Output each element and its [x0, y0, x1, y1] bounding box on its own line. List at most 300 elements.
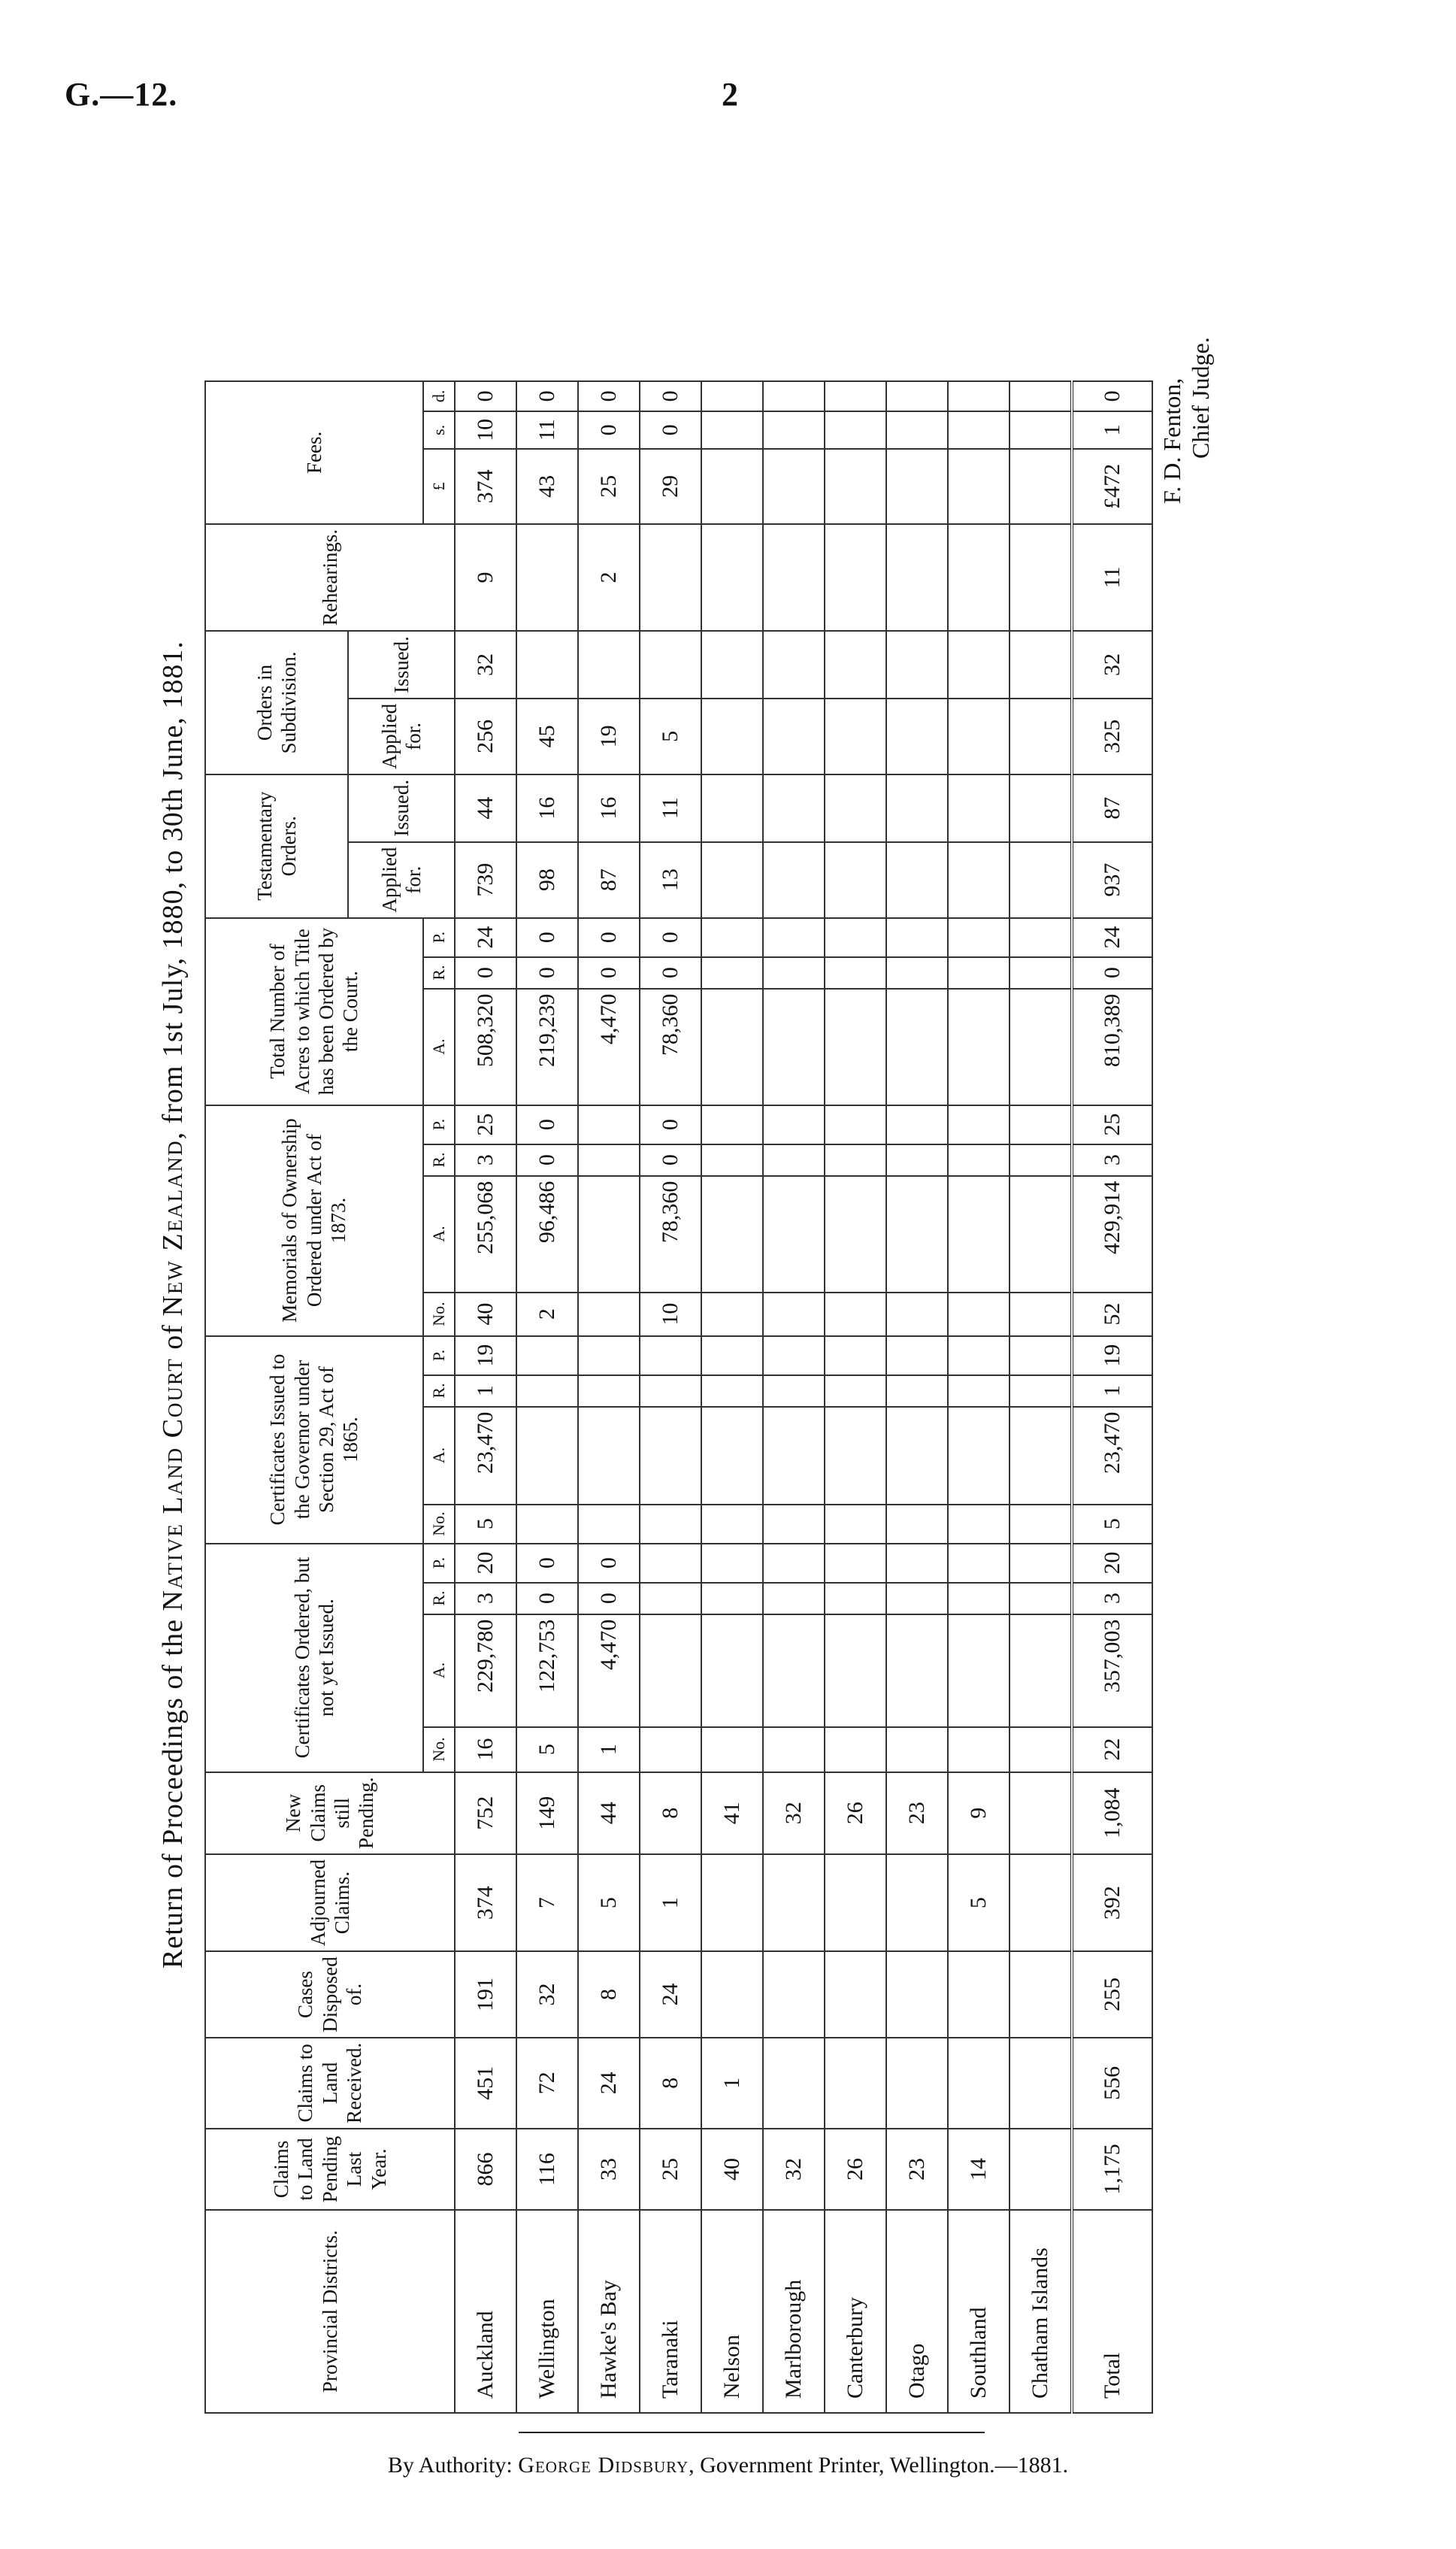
cell-cn-p — [1010, 1544, 1072, 1583]
cell-pending-last: 40 — [701, 2129, 763, 2210]
cell-f-d: 0 — [516, 381, 578, 411]
cell-still-pending — [1010, 1772, 1072, 1854]
signature-name: F. D. Fenton, — [1158, 377, 1185, 504]
cell-cn-no — [825, 1727, 886, 1772]
title-country: New Zealand — [157, 1139, 189, 1317]
cell-ta-app: 98 — [516, 842, 578, 918]
cell-received: 8 — [640, 2038, 701, 2129]
col-ta-applied: Applied for. — [348, 842, 455, 918]
sub-roods: R. — [423, 1583, 455, 1614]
cell-t-p — [763, 918, 825, 957]
cell-m-r — [763, 1144, 825, 1176]
cell-reh — [701, 524, 763, 631]
cell-received — [763, 2038, 825, 2129]
cell-cg-a — [825, 1407, 886, 1505]
cell-t-r: 0 — [516, 957, 578, 989]
cell-f-s: 0 — [578, 411, 640, 449]
col-subdivision: Orders in Subdivision. — [205, 631, 348, 774]
table-row — [516, 381, 578, 2413]
cell-t-r — [948, 957, 1010, 989]
title-suffix: , from 1st July, 1880, to 30th June, 1881. — [157, 641, 189, 1140]
cell-m-no — [701, 1293, 763, 1336]
cell-m-r — [701, 1144, 763, 1176]
cell-f-l — [701, 449, 763, 524]
cell-m-no — [578, 1293, 640, 1336]
cell-adjourned — [825, 1854, 886, 1951]
cell-cn-a — [825, 1614, 886, 1727]
cell-m-no: 52 — [1072, 1293, 1152, 1336]
cell-m-no: 40 — [455, 1293, 516, 1336]
cell-cn-no: 1 — [578, 1727, 640, 1772]
cell-pending-last: 14 — [948, 2129, 1010, 2210]
cell-still-pending: 26 — [825, 1772, 886, 1854]
cell-f-s — [825, 411, 886, 449]
cell-t-a — [701, 989, 763, 1105]
cell-ta-iss — [886, 774, 948, 842]
cell-still-pending: 752 — [455, 1772, 516, 1854]
cell-m-p — [578, 1105, 640, 1144]
table-row — [886, 381, 948, 2413]
cell-sd-iss — [763, 631, 825, 699]
cell-cg-no: 5 — [1072, 1505, 1152, 1544]
table-row — [763, 381, 825, 2413]
cell-cn-p — [763, 1544, 825, 1583]
cell-sd-app: 325 — [1072, 699, 1152, 774]
page-number: 2 — [722, 76, 738, 113]
cell-t-a — [886, 989, 948, 1105]
cell-cg-r: 1 — [1072, 1375, 1152, 1407]
cell-f-s — [948, 411, 1010, 449]
cell-cg-r — [825, 1375, 886, 1407]
cell-disposed: 191 — [455, 1951, 516, 2038]
cell-still-pending: 23 — [886, 1772, 948, 1854]
cell-reh — [948, 524, 1010, 631]
cell-ta-iss: 16 — [516, 774, 578, 842]
cell-still-pending: 1,084 — [1072, 1772, 1152, 1854]
table-row — [825, 381, 886, 2413]
cell-m-a — [825, 1176, 886, 1293]
cell-ta-app — [1010, 842, 1072, 918]
cell-cn-no — [701, 1727, 763, 1772]
cell-pending-last: 32 — [763, 2129, 825, 2210]
cell-cg-no — [948, 1505, 1010, 1544]
cell-m-p — [1010, 1105, 1072, 1144]
cell-m-no: 2 — [516, 1293, 578, 1336]
col-testamentary: Testamentary Orders. — [205, 774, 348, 918]
col-rehearings: Rehearings. — [205, 524, 455, 631]
cell-m-a: 96,486 — [516, 1176, 578, 1293]
table-row — [578, 381, 640, 2413]
cell-m-a — [886, 1176, 948, 1293]
col-still-pending: New Claims still Pending. — [205, 1772, 455, 1854]
cell-disposed: 32 — [516, 1951, 578, 2038]
cell-reh — [640, 524, 701, 631]
cell-t-p: 0 — [640, 918, 701, 957]
cell-cg-a — [1010, 1407, 1072, 1505]
cell-cg-no — [1010, 1505, 1072, 1544]
cell-cn-a — [886, 1614, 948, 1727]
cell-district: Marlborough — [763, 2210, 825, 2413]
cell-reh — [763, 524, 825, 631]
cell-m-no: 10 — [640, 1293, 701, 1336]
cell-ta-iss: 16 — [578, 774, 640, 842]
cell-sd-iss — [825, 631, 886, 699]
cell-m-a — [948, 1176, 1010, 1293]
cell-district: Auckland — [455, 2210, 516, 2413]
table-row — [1010, 381, 1072, 2413]
cell-cg-r: 1 — [455, 1375, 516, 1407]
cell-sd-app — [701, 699, 763, 774]
cell-cg-r — [763, 1375, 825, 1407]
document-code: G.—12. — [65, 76, 178, 113]
cell-t-r — [886, 957, 948, 989]
cell-m-no — [948, 1293, 1010, 1336]
cell-ta-iss — [825, 774, 886, 842]
cell-cn-r — [886, 1583, 948, 1614]
sub-acres: A. — [423, 1407, 455, 1505]
cell-ta-app: 13 — [640, 842, 701, 918]
col-cert-not-issued: Certificates Ordered, but not yet Issued. — [205, 1544, 423, 1772]
cell-t-p — [886, 918, 948, 957]
cell-t-p: 24 — [455, 918, 516, 957]
cell-cg-a — [516, 1407, 578, 1505]
cell-ta-app: 739 — [455, 842, 516, 918]
cell-still-pending: 41 — [701, 1772, 763, 1854]
cell-cg-r — [578, 1375, 640, 1407]
cell-ta-app — [948, 842, 1010, 918]
title-court: Native Land Court — [157, 1357, 189, 1611]
cell-cg-r — [948, 1375, 1010, 1407]
sub-roods: R. — [423, 1144, 455, 1176]
cell-f-d: 0 — [578, 381, 640, 411]
cell-cg-a — [763, 1407, 825, 1505]
cell-cn-r — [763, 1583, 825, 1614]
cell-m-p — [886, 1105, 948, 1144]
sub-perches: P. — [423, 918, 455, 957]
cell-ta-iss: 11 — [640, 774, 701, 842]
cell-received: 24 — [578, 2038, 640, 2129]
cell-cn-no — [763, 1727, 825, 1772]
cell-pending-last: 25 — [640, 2129, 701, 2210]
cell-cg-a — [948, 1407, 1010, 1505]
cell-ta-iss: 87 — [1072, 774, 1152, 842]
cell-sd-iss — [701, 631, 763, 699]
cell-m-r — [948, 1144, 1010, 1176]
cell-f-s — [763, 411, 825, 449]
rotated-return — [150, 150, 1266, 2459]
cell-t-a — [825, 989, 886, 1105]
sub-no: No. — [423, 1505, 455, 1544]
cell-ta-app — [701, 842, 763, 918]
cell-t-r: 0 — [640, 957, 701, 989]
sub-no: No. — [423, 1293, 455, 1336]
cell-m-no — [825, 1293, 886, 1336]
cell-disposed: 255 — [1072, 1951, 1152, 2038]
return-title — [150, 150, 195, 2459]
cell-district: Southland — [948, 2210, 1010, 2413]
cell-f-d — [763, 381, 825, 411]
cell-cn-no: 22 — [1072, 1727, 1152, 1772]
cell-cn-a: 4,470 — [578, 1614, 640, 1727]
cell-cg-r — [640, 1375, 701, 1407]
cell-m-no — [886, 1293, 948, 1336]
cell-ta-iss — [701, 774, 763, 842]
cell-m-p — [948, 1105, 1010, 1144]
cell-m-a — [763, 1176, 825, 1293]
cell-cn-a: 122,753 — [516, 1614, 578, 1727]
cell-t-a — [1010, 989, 1072, 1105]
cell-sd-app: 256 — [455, 699, 516, 774]
cell-cn-p: 0 — [578, 1544, 640, 1583]
cell-f-l: 43 — [516, 449, 578, 524]
cell-ta-app: 937 — [1072, 842, 1152, 918]
cell-cn-a — [763, 1614, 825, 1727]
cell-t-r — [701, 957, 763, 989]
cell-ta-iss — [763, 774, 825, 842]
cell-m-r — [886, 1144, 948, 1176]
col-received: Claims to Land Received. — [205, 2038, 455, 2129]
cell-cn-a — [1010, 1614, 1072, 1727]
cell-cg-p: 19 — [1072, 1336, 1152, 1375]
cell-cn-r: 0 — [516, 1583, 578, 1614]
cell-t-r: 0 — [1072, 957, 1152, 989]
cell-cn-r: 3 — [455, 1583, 516, 1614]
cell-cg-no — [825, 1505, 886, 1544]
cell-cg-p — [825, 1336, 886, 1375]
cell-reh — [825, 524, 886, 631]
cell-sd-app — [948, 699, 1010, 774]
sub-acres: A. — [423, 989, 455, 1105]
cell-m-no — [1010, 1293, 1072, 1336]
cell-ta-iss — [1010, 774, 1072, 842]
cell-cg-no — [640, 1505, 701, 1544]
cell-district: Total — [1072, 2210, 1152, 2413]
table-row — [701, 381, 763, 2413]
cell-sd-app — [886, 699, 948, 774]
cell-disposed — [763, 1951, 825, 2038]
cell-sd-iss: 32 — [455, 631, 516, 699]
cell-f-s — [1010, 411, 1072, 449]
col-fees: Fees. — [205, 381, 423, 524]
cell-t-r: 0 — [578, 957, 640, 989]
cell-f-s: 10 — [455, 411, 516, 449]
col-sd-applied: Applied for. — [348, 699, 455, 774]
cell-sd-iss — [948, 631, 1010, 699]
cell-cg-r — [701, 1375, 763, 1407]
cell-cg-a — [886, 1407, 948, 1505]
cell-disposed — [825, 1951, 886, 2038]
col-disposed: Cases Disposed of. — [205, 1951, 455, 2038]
cell-m-r — [578, 1144, 640, 1176]
cell-cg-p — [516, 1336, 578, 1375]
cell-cn-r — [1010, 1583, 1072, 1614]
signature — [1158, 337, 1215, 504]
cell-f-l — [948, 449, 1010, 524]
cell-m-p — [763, 1105, 825, 1144]
cell-adjourned: 5 — [948, 1854, 1010, 1951]
cell-cn-r: 0 — [578, 1583, 640, 1614]
cell-pending-last: 1,175 — [1072, 2129, 1152, 2210]
cell-cn-p — [701, 1544, 763, 1583]
cell-reh — [886, 524, 948, 631]
cell-cg-r — [516, 1375, 578, 1407]
cell-ta-app — [825, 842, 886, 918]
cell-sd-iss: 32 — [1072, 631, 1152, 699]
cell-m-no — [763, 1293, 825, 1336]
title-of: of — [157, 1324, 189, 1350]
cell-adjourned — [763, 1854, 825, 1951]
cell-cg-p — [1010, 1336, 1072, 1375]
cell-pending-last: 23 — [886, 2129, 948, 2210]
cell-still-pending: 9 — [948, 1772, 1010, 1854]
table-row — [455, 381, 516, 2413]
cell-f-l: 25 — [578, 449, 640, 524]
cell-ta-iss — [948, 774, 1010, 842]
cell-cn-no: 16 — [455, 1727, 516, 1772]
cell-reh: 9 — [455, 524, 516, 631]
cell-t-r — [825, 957, 886, 989]
cell-f-s: 0 — [640, 411, 701, 449]
cell-district: Hawke's Bay — [578, 2210, 640, 2413]
cell-received — [825, 2038, 886, 2129]
cell-received: 451 — [455, 2038, 516, 2129]
sub-shillings: s. — [423, 411, 455, 449]
col-ta-issued: Issued. — [348, 774, 455, 842]
cell-disposed — [701, 1951, 763, 2038]
cell-district: Nelson — [701, 2210, 763, 2413]
cell-f-d: 0 — [640, 381, 701, 411]
cell-m-a: 255,068 — [455, 1176, 516, 1293]
cell-f-l — [763, 449, 825, 524]
cell-cg-a — [578, 1407, 640, 1505]
cell-cg-a: 23,470 — [455, 1407, 516, 1505]
cell-disposed — [886, 1951, 948, 2038]
cell-m-r: 3 — [1072, 1144, 1152, 1176]
cell-f-d — [825, 381, 886, 411]
cell-f-l: £472 — [1072, 449, 1152, 524]
cell-sd-app — [825, 699, 886, 774]
cell-adjourned: 392 — [1072, 1854, 1152, 1951]
cell-reh — [1010, 524, 1072, 631]
cell-cg-r — [1010, 1375, 1072, 1407]
cell-t-a: 508,320 — [455, 989, 516, 1105]
cell-district: Wellington — [516, 2210, 578, 2413]
cell-pending-last — [1010, 2129, 1072, 2210]
cell-cg-no — [578, 1505, 640, 1544]
cell-f-l — [1010, 449, 1072, 524]
cell-cg-p — [578, 1336, 640, 1375]
cell-received: 1 — [701, 2038, 763, 2129]
cell-cn-r — [948, 1583, 1010, 1614]
cell-district: Taranaki — [640, 2210, 701, 2413]
cell-cn-r — [825, 1583, 886, 1614]
cell-f-s: 1 — [1072, 411, 1152, 449]
cell-cn-p: 0 — [516, 1544, 578, 1583]
col-cert-governor: Certificates Issued to the Governor under Section 29, Act of 1865. — [205, 1336, 423, 1544]
cell-still-pending: 149 — [516, 1772, 578, 1854]
cell-disposed: 24 — [640, 1951, 701, 2038]
cell-cn-no — [1010, 1727, 1072, 1772]
proceedings-table — [204, 380, 1153, 2414]
cell-sd-iss — [578, 631, 640, 699]
cell-received — [948, 2038, 1010, 2129]
cell-adjourned: 1 — [640, 1854, 701, 1951]
cell-cn-no: 5 — [516, 1727, 578, 1772]
col-pending-last: Claims to Land Pending Last Year. — [205, 2129, 455, 2210]
cell-cg-a: 23,470 — [1072, 1407, 1152, 1505]
cell-m-r — [825, 1144, 886, 1176]
cell-still-pending: 32 — [763, 1772, 825, 1854]
cell-cn-p: 20 — [1072, 1544, 1152, 1583]
total-row — [1072, 381, 1152, 2413]
cell-m-a: 78,360 — [640, 1176, 701, 1293]
cell-cg-p — [886, 1336, 948, 1375]
cell-ta-app — [763, 842, 825, 918]
cell-cg-p — [701, 1336, 763, 1375]
sub-no: No. — [423, 1727, 455, 1772]
cell-cg-p — [948, 1336, 1010, 1375]
cell-t-p — [701, 918, 763, 957]
sub-roods: R. — [423, 1375, 455, 1407]
cell-f-d: 0 — [1072, 381, 1152, 411]
cell-ta-app — [886, 842, 948, 918]
table-row — [948, 381, 1010, 2413]
cell-disposed — [1010, 1951, 1072, 2038]
cell-cn-p: 20 — [455, 1544, 516, 1583]
cell-cg-no: 5 — [455, 1505, 516, 1544]
cell-pending-last: 866 — [455, 2129, 516, 2210]
cell-sd-iss — [640, 631, 701, 699]
cell-received: 72 — [516, 2038, 578, 2129]
cell-cg-no — [763, 1505, 825, 1544]
cell-f-l: 29 — [640, 449, 701, 524]
cell-t-p: 24 — [1072, 918, 1152, 957]
cell-f-s: 11 — [516, 411, 578, 449]
col-total-acres: Total Number of Acres to which Title has been Ordered by the Court. — [205, 918, 423, 1105]
sub-perches: P. — [423, 1105, 455, 1144]
cell-t-a: 78,360 — [640, 989, 701, 1105]
cell-cg-p — [640, 1336, 701, 1375]
cell-t-a: 219,239 — [516, 989, 578, 1105]
cell-f-l — [886, 449, 948, 524]
cell-disposed — [948, 1951, 1010, 2038]
cell-received — [1010, 2038, 1072, 2129]
cell-still-pending: 8 — [640, 1772, 701, 1854]
cell-m-p — [825, 1105, 886, 1144]
cell-received — [886, 2038, 948, 2129]
cell-district: Otago — [886, 2210, 948, 2413]
footer-rule — [519, 2432, 985, 2433]
cell-t-a: 4,470 — [578, 989, 640, 1105]
cell-t-p: 0 — [578, 918, 640, 957]
cell-sd-app: 19 — [578, 699, 640, 774]
sub-roods: R. — [423, 957, 455, 989]
cell-m-p: 0 — [640, 1105, 701, 1144]
cell-f-d — [948, 381, 1010, 411]
cell-ta-iss: 44 — [455, 774, 516, 842]
cell-sd-app: 45 — [516, 699, 578, 774]
cell-m-r: 0 — [640, 1144, 701, 1176]
cell-adjourned: 7 — [516, 1854, 578, 1951]
cell-cg-r — [886, 1375, 948, 1407]
cell-district: Chatham Islands — [1010, 2210, 1072, 2413]
cell-cn-a — [948, 1614, 1010, 1727]
cell-cn-p — [948, 1544, 1010, 1583]
footer-prefix: By Authority: — [387, 2453, 513, 2478]
cell-f-l — [825, 449, 886, 524]
cell-t-p: 0 — [516, 918, 578, 957]
cell-pending-last: 26 — [825, 2129, 886, 2210]
